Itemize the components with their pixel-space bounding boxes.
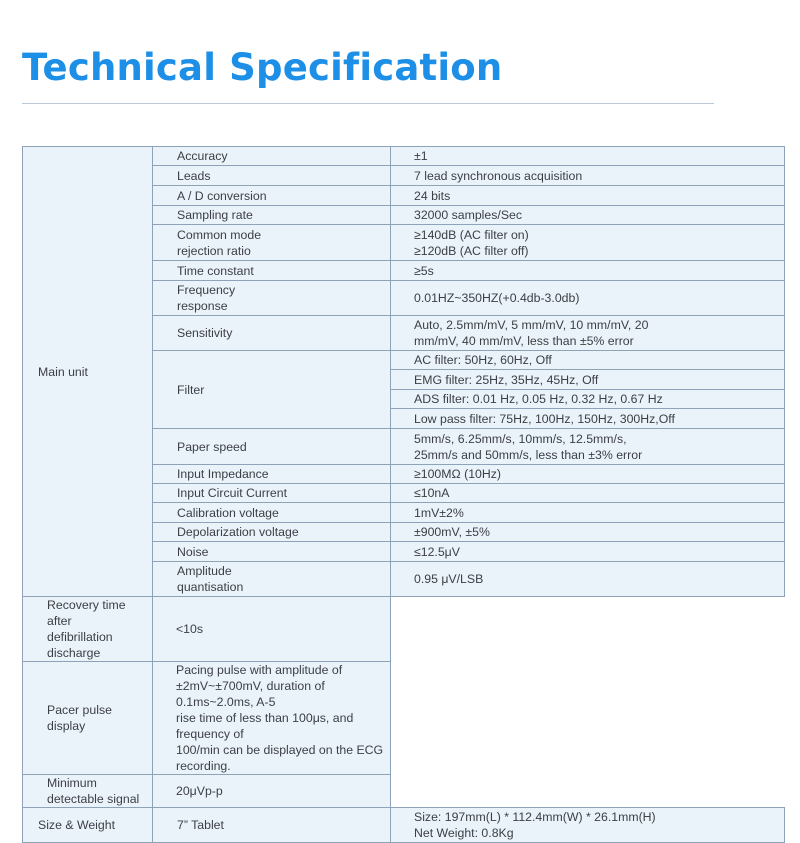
- param-value: ≥140dB (AC filter on) ≥120dB (AC filter off): [391, 225, 785, 261]
- param-value: 1mV±2%: [391, 503, 785, 523]
- param-value: ≥5s: [391, 261, 785, 281]
- group-size-weight: Size & Weight: [23, 808, 153, 843]
- param-label: Leads: [153, 166, 391, 186]
- param-value: Low pass filter: 75Hz, 100Hz, 150Hz, 300Hz,Off: [391, 409, 785, 429]
- param-value: Pacing pulse with amplitude of ±2mV~±700mV, duration of 0.1ms~2.0ms, A-5 rise time of less than 100μs, and frequency of 100/min can be displayed on the ECG recording.: [153, 662, 391, 775]
- param-label: Minimum detectable signal: [23, 775, 153, 808]
- spec-row-min-detectable-signal: [23, 775, 785, 808]
- param-label: Recovery time after defibrillation discharge: [23, 597, 153, 662]
- param-value: ±1: [391, 147, 785, 166]
- group-main-unit: Main unit: [23, 147, 153, 597]
- spec-table: [22, 146, 785, 843]
- param-label: Paper speed: [153, 429, 391, 465]
- spec-row-accuracy: [23, 147, 785, 166]
- param-label: Frequency response: [153, 281, 391, 316]
- param-label: Sampling rate: [153, 206, 391, 225]
- param-label: Time constant: [153, 261, 391, 281]
- param-value: ±900mV, ±5%: [391, 523, 785, 542]
- param-value: ≥100MΩ (10Hz): [391, 465, 785, 484]
- param-label: Common mode rejection ratio: [153, 225, 391, 261]
- spec-row-size-weight: [23, 808, 785, 843]
- param-label: Input Impedance: [153, 465, 391, 484]
- param-label: 7” Tablet: [153, 808, 391, 843]
- param-label: A / D conversion: [153, 186, 391, 206]
- param-value: ADS filter: 0.01 Hz, 0.05 Hz, 0.32 Hz, 0.67 Hz: [391, 390, 785, 409]
- param-value: 5mm/s, 6.25mm/s, 10mm/s, 12.5mm/s, 25mm/s and 50mm/s, less than ±3% error: [391, 429, 785, 465]
- param-label: Pacer pulse display: [23, 662, 153, 775]
- param-label: Accuracy: [153, 147, 391, 166]
- param-label: Amplitude quantisation: [153, 562, 391, 597]
- param-label: Noise: [153, 542, 391, 562]
- param-value: AC filter: 50Hz, 60Hz, Off: [391, 351, 785, 370]
- param-value: 7 lead synchronous acquisition: [391, 166, 785, 186]
- param-value: 20μVp-p: [153, 775, 391, 808]
- title-divider: [22, 103, 714, 104]
- param-value: ≤10nA: [391, 484, 785, 503]
- param-label: Calibration voltage: [153, 503, 391, 523]
- param-value: Size: 197mm(L) * 112.4mm(W) * 26.1mm(H) Net Weight: 0.8Kg: [391, 808, 785, 843]
- param-value: ≤12.5μV: [391, 542, 785, 562]
- param-value: Auto, 2.5mm/mV, 5 mm/mV, 10 mm/mV, 20 mm/mV, 40 mm/mV, less than ±5% error: [391, 316, 785, 351]
- page-title: Technical Specification: [22, 46, 503, 89]
- param-value: EMG filter: 25Hz, 35Hz, 45Hz, Off: [391, 370, 785, 390]
- param-value: 32000 samples/Sec: [391, 206, 785, 225]
- param-value: 0.01HZ~350HZ(+0.4db-3.0db): [391, 281, 785, 316]
- param-label: Depolarization voltage: [153, 523, 391, 542]
- param-value: 0.95 μV/LSB: [391, 562, 785, 597]
- param-label: Sensitivity: [153, 316, 391, 351]
- param-label: Filter: [153, 351, 391, 429]
- param-label: Input Circuit Current: [153, 484, 391, 503]
- spec-row-recovery-time: [23, 597, 785, 662]
- spec-row-pacer-pulse: [23, 662, 785, 775]
- param-value: <10s: [153, 597, 391, 662]
- param-value: 24 bits: [391, 186, 785, 206]
